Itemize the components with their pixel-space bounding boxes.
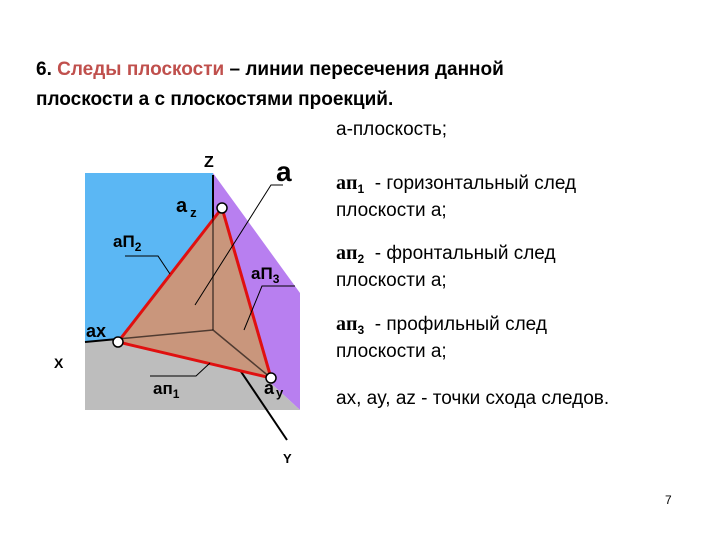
title-highlight: Следы плоскости bbox=[57, 59, 225, 80]
ap1-label: $aп_1$ bbox=[153, 379, 180, 401]
legend-frontal-trace bbox=[336, 240, 556, 294]
legend-plane: a-плоскость; bbox=[336, 119, 448, 140]
legend-ap2-sub: 2 bbox=[357, 252, 365, 266]
plane-a-label: a bbox=[276, 156, 292, 187]
legend-ap2-line2: плоскости a; bbox=[336, 270, 447, 291]
legend-ap1-line2: плоскости a; bbox=[336, 200, 447, 221]
ax-label: ax bbox=[86, 321, 107, 341]
legend-ap2-symbol: aп bbox=[336, 242, 358, 264]
legend-ap2-text: - фронтальный след bbox=[364, 243, 556, 264]
legend-ap1-text: - горизонтальный след bbox=[364, 173, 577, 194]
axis-x-label: X bbox=[54, 355, 64, 371]
axis-y-label: Y bbox=[283, 451, 292, 466]
legend-ap3-text: - профильный след bbox=[364, 314, 547, 335]
ap3-label: $aП_3$ bbox=[251, 264, 280, 286]
legend-profile-trace bbox=[336, 311, 547, 365]
axis-z-label: Z bbox=[204, 154, 214, 171]
legend-horizontal-trace bbox=[336, 170, 576, 224]
title-line-2: плоскости a с плоскостями проекций. bbox=[36, 89, 394, 110]
az-label: a $_z$ bbox=[176, 195, 197, 220]
legend-ap3-symbol: aп bbox=[336, 313, 358, 335]
ay-label: a y bbox=[264, 378, 284, 400]
ap2-label: $aП_2$ bbox=[113, 232, 142, 254]
legend-ap3-sub: 3 bbox=[357, 323, 365, 337]
az-point bbox=[217, 203, 227, 213]
page-number: 7 bbox=[665, 493, 672, 507]
legend-ap3-line2: плоскости a; bbox=[336, 341, 447, 362]
title-number: 6. bbox=[36, 59, 52, 80]
legend-vanishing-points: ax, ay, az - точки схода следов. bbox=[336, 388, 610, 409]
legend-ap1-sub: 1 bbox=[357, 182, 365, 196]
legend-ap1-symbol: aп bbox=[336, 172, 358, 194]
ax-point bbox=[113, 337, 123, 347]
title-rest: – линии пересечения данной bbox=[224, 59, 504, 80]
